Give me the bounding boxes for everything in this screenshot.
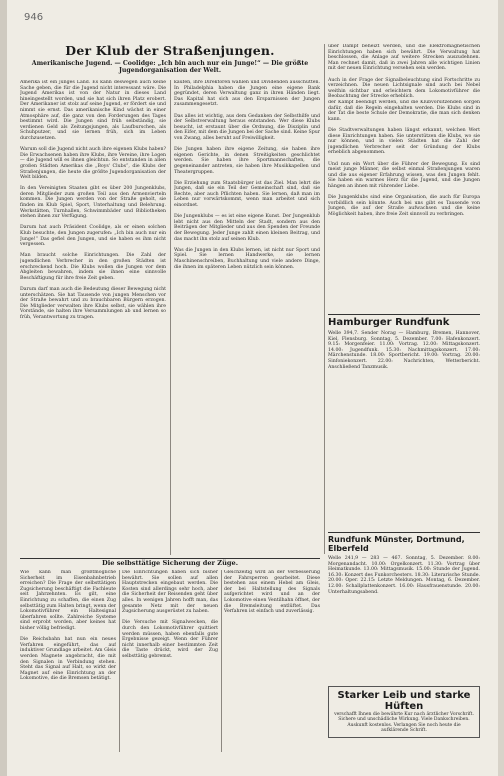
separator <box>328 314 480 315</box>
article-column-1 <box>20 80 166 555</box>
advertisement-title: Starker Leib und starke Hüften <box>337 690 471 712</box>
radio-west <box>328 532 480 682</box>
article-title: Der Klub der Straßenjungen. <box>65 44 275 58</box>
advertisement-box <box>328 686 480 738</box>
radio-west-text: Welle 241,9 — 283 — 467. Sonntag, 5. Dezember. 8.00: Morgenandacht. 10.00: Orgelkonzert. 11.30: Vortrag über Heimatkunde. 13.00: Mittagsmusik. 15.00: Stunde der Jugend. 16.30: Konzert des Funkorchesters. 18.30: Literarische Stunde. 20.00: Oper. 22.15: Letzte Meldungen. Montag, 6. Dezember. 12.00: Schallplattenkonzert. 16.00: Hausfrauenstunde. 20.00: Unterhaltungsabend. <box>328 556 480 595</box>
page-edge-right <box>498 0 504 776</box>
bottom-article-column-3 <box>224 570 320 752</box>
advertisement <box>328 686 480 750</box>
radio-hamburg <box>328 314 480 526</box>
advertisement-text: verschafft Ihnen die bewährte Kur nach ärztlicher Vorschrift. Sichere und unschädliche Wirkung. Viele Dankschreiben. Auskunft kostenlos. Verlangen Sie noch heute die aufklärende Schrift. <box>334 712 476 734</box>
article-subtitle: Amerikanische Jugend. — Coolidge: „Ich bin auch nur ein Junge!“ — Die größte Jugendorganisation der Welt. <box>31 60 309 74</box>
radio-west-title: Rundfunk Münster, Dortmund, Elberfeld <box>328 535 465 553</box>
bottom-article-column-2 <box>122 570 218 752</box>
article-column-3 <box>328 100 480 312</box>
bottom-article-column-2-text: Die Einrichtungen haben sich bisher bewährt. Sie sollen auf allen Hauptstrecken eingebaut werden. Die Kosten sind allerdings sehr hoch, aber die Sicherheit der Reisenden geht über alles. In wenigen Jahren hofft man, das gesamte Netz mit der neuen Zugsicherung ausgerüstet zu haben. Die Versuche mit Signalwecken, die durch den Lokomotivführer quittiert werden müssen, haben ebenfalls gute Ergebnisse gezeigt. Wenn der Führer nicht innerhalb einer bestimmten Zeit die Taste drückt, wird der Zug selbsttätig gebremst. <box>122 570 218 659</box>
bottom-article <box>20 558 320 758</box>
bottom-article-column-1 <box>20 570 116 752</box>
column-rule <box>324 44 325 554</box>
page-number: 946 <box>24 12 44 23</box>
radio-hamburg-text: Welle 394,7. Sender Norag — Hamburg, Bremen, Hannover, Kiel, Flensburg. Sonntag, 5. Dezember. 7.00: Hafenkonzert. 9.15: Morgenfeier. 11.00: Vortrag. 12.00: Mittagskonzert. 14.00: Jugendfunk. 15.30: Nachmittagskonzert. 17.00: Märchenstunde. 18.00: Sportbericht. 19.00: Vortrag. 20.00: Sinfoniekonzert. 22.00: Nachrichten, Wetterbericht. Anschließend Tanzmusik. <box>328 331 480 370</box>
radio-hamburg-title: Hamburger Rundfunk <box>328 317 450 328</box>
top-right-column <box>328 44 480 98</box>
bottom-article-column-1-text: Wie kann man größtmögliche Sicherheit im Eisenbahnbetrieb erreichen? Die Frage der selbsttätigen Zugsicherung beschäftigt die Fachleute seit Jahrzehnten. Es gilt, eine Einrichtung zu schaffen, die einen Zug selbsttätig zum Halten bringt, wenn der Lokomotivführer ein Haltesignal überfahren sollte. Zahlreiche Systeme sind erprobt worden, aber keines hat bisher völlig befriedigt. Die Reichsbahn hat nun ein neues Verfahren eingeführt, das auf induktiver Grundlage arbeitet. Am Gleis werden Magnete angebracht, die mit den Signalen in Verbindung stehen. Steht das Signal auf Halt, so wirkt der Magnet auf eine Einrichtung an der Lokomotive, die die Bremsen betätigt. <box>20 570 116 682</box>
bottom-article-column-3-text: Gleichzeitig wird an der Verbesserung der Fahrsperren gearbeitet. Diese bestehen aus einem Hebel am Gleis, der bei Haltstellung des Signals aufgerichtet wird und an der Lokomotive einen Ventilhahn öffnet, der die Bremsleitung entlüftet. Das Verfahren ist einfach und zuverlässig. <box>224 570 320 615</box>
article-column-1-text: Amerika ist ein junges Land. Es kann deswegen auch keine Sache geben, die für die Jugend nicht interessant wäre. Die Jugend Amerikas ist von der Natur in dieses Land hineingestellt worden, und sie hat sich ihren Platz erobert. Der Amerikaner ist stolz auf seine Jugend, er fördert sie und nimmt sie ernst. Das amerikanische Kind wächst in einer Atmosphäre auf, die ganz von den Forderungen des Tages bestimmt wird. Die Jungen sind früh selbständig, sie verdienen Geld als Zeitungsjungen, als Laufburschen, als Schuhputzer, und sie lernen früh, sich im Leben durchzusetzen. Warum soll die Jugend nicht auch ihre eigenen Klubs haben? Die Erwachsenen haben ihre Klubs, ihre Vereine, ihre Logen — die Jugend will es ihnen gleichtun. So entstanden in allen großen Städten Amerikas die „Boys' Clubs“, die Klubs der Straßenjungen, die heute die größte Jugendorganisation der Welt bilden. In den Vereinigten Staaten gibt es über 200 Jungenklubs, deren Mitglieder zum großen Teil aus den Armenvierteln kommen. Die Jungen werden von der Straße geholt, sie finden im Klub Spiel, Sport, Unterhaltung und Belehrung. Werkstätten, Turnhallen, Schwimmbäder und Bibliotheken stehen ihnen zur Verfügung. Darum hat auch Präsident Coolidge, als er einen solchen Klub besuchte, den Jungen zugerufen: „Ich bin auch nur ein Junge!“ Das gefiel den Jungen, und sie haben es ihm nicht vergessen. Man braucht solche Einrichtungen. Die Zahl der jugendlichen Verbrecher in den großen Städten ist erschreckend hoch. Die Klubs wollen die Jungen vor dem Abgleiten bewahren, indem sie ihnen eine sinnvolle Beschäftigung für ihre freie Zeit geben. Darum darf man auch die Bedeutung dieser Bewegung nicht unterschätzen. Sie hat Tausende von jungen Menschen vor der Straße bewahrt und zu brauchbaren Bürgern erzogen. Die Mitglieder verwalten ihre Klubs selbst, sie wählen ihre Vorstände, sie halten ihre Versammlungen ab und lernen so früh, Verantwortung zu tragen. <box>20 80 166 320</box>
top-right-text: über Dampf beheizt werden, und die Elektromagnetischen Einrichtungen haben sich bewährt. Die Verwaltung hat beschlossen, die Anlage auf weitere Strecken auszudehnen. Man rechnet damit, daß in zwei Jahren alle wichtigen Linien mit der neuen Einrichtung versehen sein werden. Auch in der Frage der Signalbeleuchtung sind Fortschritte zu verzeichnen. Die neuen Lichtsignale sind auch bei Nebel weithin sichtbar und erleichtern dem Lokomotivführer die Beobachtung der Strecke erheblich. <box>328 44 480 98</box>
separator <box>328 532 480 533</box>
column-rule <box>221 570 222 752</box>
column-rule <box>119 570 120 752</box>
article-header <box>20 44 320 76</box>
article-column-3-text: der Kampf beendigt werden, und die Klubvorsitzenden sorgen dafür, daß die Regeln eingehalten werden. Die Klubs sind in der Tat die beste Schule der Demokratie, die man sich denken kann. Die Stadtverwaltungen haben längst erkannt, welchen Wert diese Einrichtungen haben. Sie unterstützen die Klubs, wo sie nur können, und in vielen Städten hat die Zahl der jugendlichen Verbrecher seit der Gründung der Klubs erheblich abgenommen. Und nun ein Wort über die Führer der Bewegung. Es sind meist junge Männer, die selbst einmal Straßenjungen waren und die aus eigener Erfahrung wissen, was den Jungen fehlt. Sie haben ein warmes Herz für die Jugend, und die Jungen hängen an ihnen mit rührender Liebe. Die Jungenklubs sind eine Organisation, die auch für Europa vorbildlich sein könnte. Auch bei uns gibt es Tausende von Jungen, die auf der Straße aufwachsen und die keine Möglichkeit haben, ihre freie Zeit sinnvoll zu verbringen. <box>328 100 480 217</box>
column-rule <box>170 80 171 555</box>
article-column-2-text: kaufen, ihre Direktoren wählen und Dividenden ausschütten. In Philadelphia haben die Jungen eine eigene Bank gegründet, deren Verwaltung ganz in ihren Händen liegt. Das Kapital hat sich aus den Ersparnissen der Jungen zusammengesetzt. Das alles ist wichtig, aus dem Gedanken der Selbsthilfe und der Selbstverwaltung heraus entstanden. Wer diese Klubs besucht, ist erstaunt über die Ordnung, die Disziplin und den Eifer, mit dem die Jungen bei der Sache sind. Keine Spur von Zwang, alles beruht auf Freiwilligkeit. Die Jungen haben ihre eigene Zeitung, sie haben ihre eigenen Gerichte, in denen Streitigkeiten geschlichtet werden. Sie haben ihre Sportmannschaften, die gegeneinander antreten, sie haben ihre Musikkapellen und Theatergruppen. Die Erziehung zum Staatsbürger ist das Ziel. Man lehrt die Jungen, daß sie ein Teil der Gemeinschaft sind, daß sie Rechte, aber auch Pflichten haben. Sie lernen, daß man im Leben nur vorwärtskommt, wenn man arbeitet und sich einordnet. Die Jungenklubs — es ist eine eigene Kunst. Der Jungenklub lebt nicht aus den Mitteln der Stadt, sondern aus den Beiträgen der Mitglieder und aus den Spenden der Freunde der Bewegung. Jeder Junge zahlt einen kleinen Beitrag, und das macht ihn stolz auf seinen Klub. Was die Jungen in den Klubs lernen, ist nicht nur Sport und Spiel. Sie lernen Handwerke, sie lernen Maschinenschreiben, Buchhaltung und viele andere Dinge, die ihnen im späteren Leben nützlich sein können. <box>174 80 320 270</box>
page-edge <box>0 0 7 776</box>
bottom-article-title: Die selbsttätige Sicherung der Züge. <box>102 559 238 567</box>
article-column-2 <box>174 80 320 555</box>
